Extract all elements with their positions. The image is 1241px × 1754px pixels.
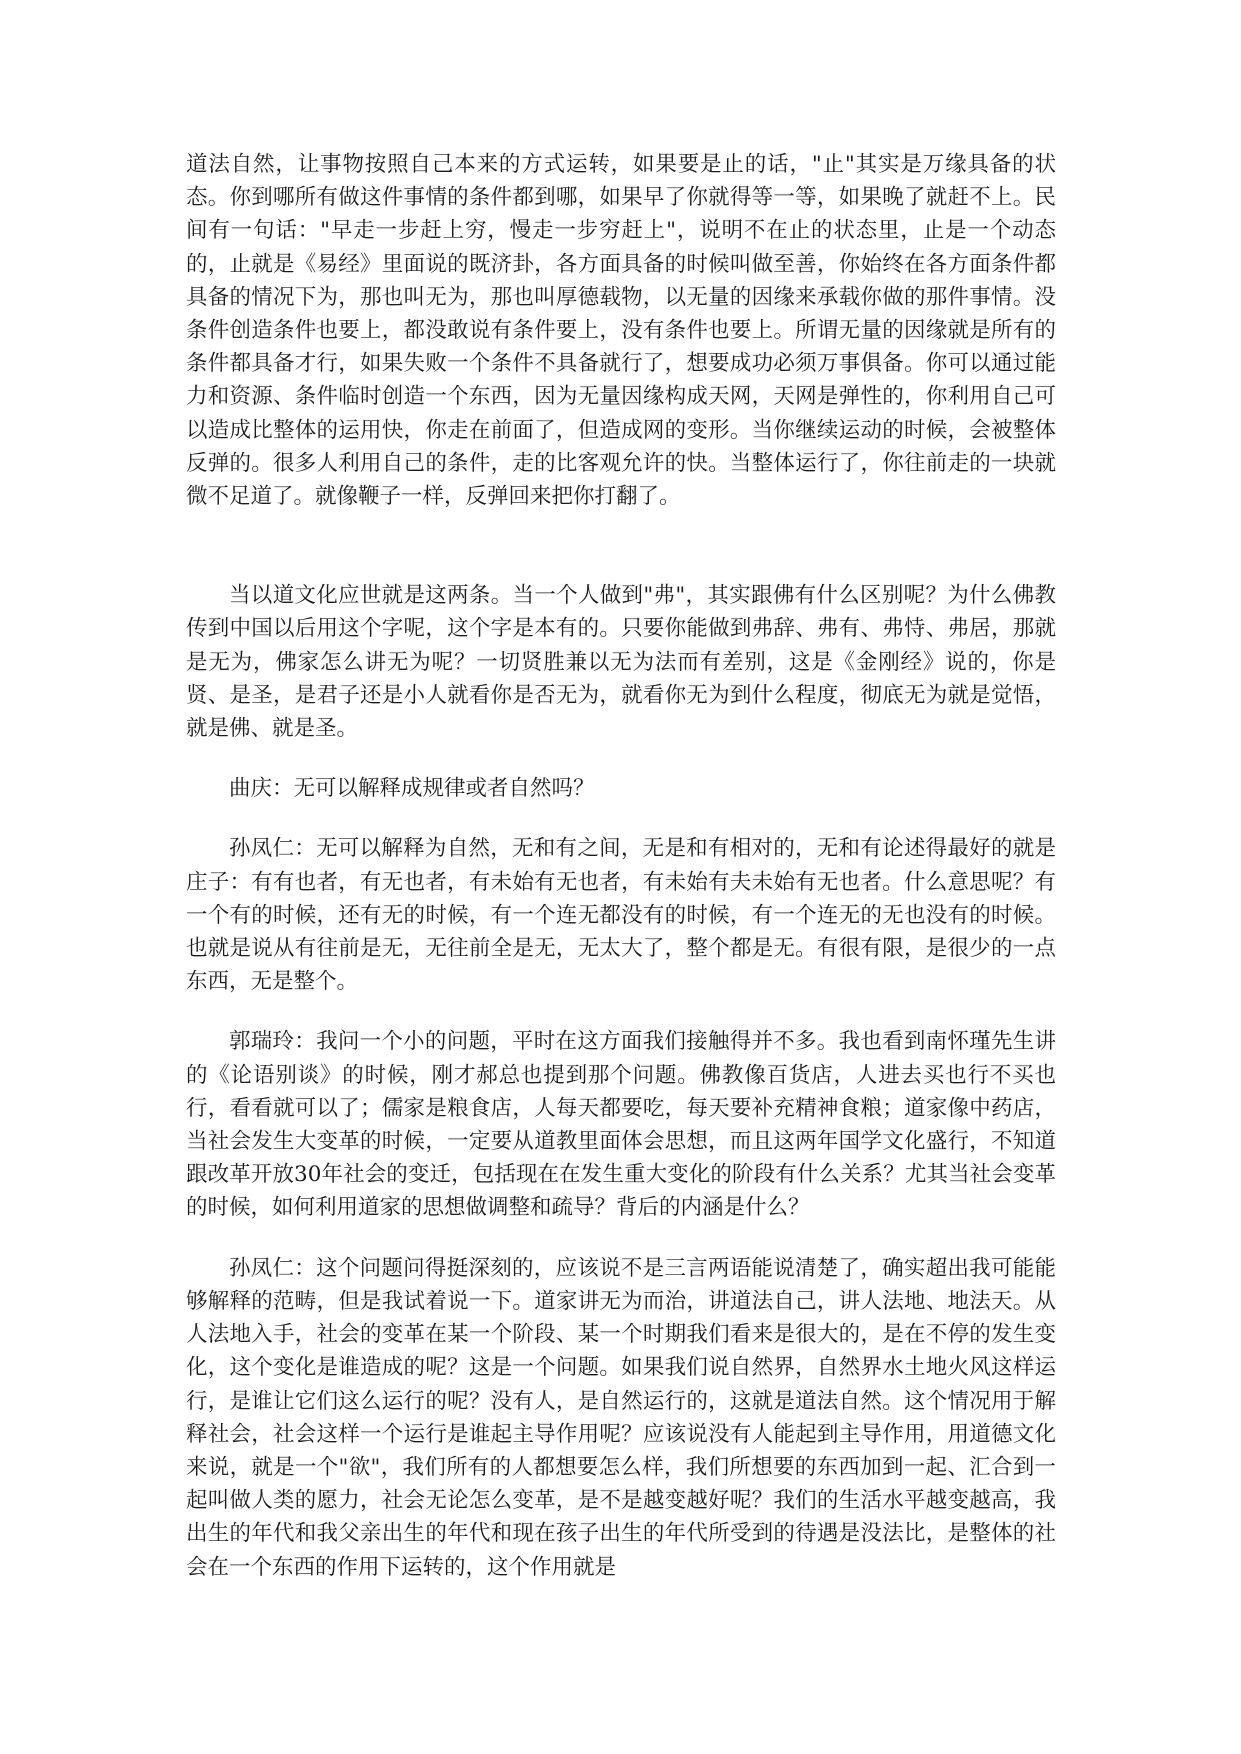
paragraph-answer-sunfengren-1: 孙凤仁：无可以解释为自然，无和有之间，无是和有相对的，无和有论述得最好的就是庄子：有有也者，有无也者，有未始有无也者，有未始有夫未始有无也者。什么意思呢？有一个有的时候，还有无的时候，有一个连无都没有的时候，有一个连无的无也没有的时候。也就是说从有往前是无，无往前全是无，无太大了，整个都是无。有很有限，是很少的一点东西，无是整个。 [186, 836, 1056, 995]
paragraph-spacer [186, 998, 1056, 1025]
paragraph-question-quqing: 曲庆：无可以解释成规律或者自然吗？ [229, 776, 595, 802]
paragraph-question-guoruiling: 郭瑞玲：我问一个小的问题，平时在这方面我们接触得并不多。我也看到南怀瑾先生讲的《论语别谈》的时候，刚才郝总也提到那个问题。佛教像百货店，人进去买也行不买也行，看看就可以了；儒家是粮食店，人每天都要吃，每天要补充精神食粮；道家像中药店，当社会发生大变革的时候，一定要从道教里面体会思想，而且这两年国学文化盛行，不知道跟改革开放30年社会的变迁，包括现在在发生重大变化的阶段有什么关系？尤其当社会变革的时候，如何利用道家的思想做调整和疏导？背后的内涵是什么？ [186, 1029, 1056, 1221]
paragraph-spacer [186, 513, 1056, 579]
document-body [186, 148, 1056, 1584]
paragraph-spacer [186, 805, 1056, 832]
paragraph-daofaziran: 道法自然，让事物按照自己本来的方式运转，如果要是止的话，"止"其实是万缘具备的状态。你到哪所有做这件事情的条件都到哪，如果早了你就得等一等，如果晚了就赶不上。民间有一句话："早走一步赶上穷，慢走一步穷赶上"，说明不在止的状态里，止是一个动态的，止就是《易经》里面说的既济卦，各方面具备的时候叫做至善，你始终在各方面条件都具备的情况下为，那也叫无为，那也叫厚德载物，以无量的因缘来承载你做的那件事情。没条件创造条件也要上，都没敢说有条件要上，没有条件也要上。所谓无量的因缘就是所有的条件都具备才行，如果失败一个条件不具备就行了，想要成功必须万事俱备。你可以通过能力和资源、条件临时创造一个东西，因为无量因缘构成天网，天网是弹性的，你利用自己可以造成比整体的运用快，你走在前面了，但造成网的变形。当你继续运动的时候，会被整体反弹的。很多人利用自己的条件，走的比客观允许的快。当整体运行了，你往前走的一块就微不足道了。就像鞭子一样，反弹回来把你打翻了。 [186, 152, 1056, 510]
paragraph-spacer [186, 1225, 1056, 1252]
paragraph-answer-sunfengren-2: 孙凤仁：这个问题问得挺深刻的，应该说不是三言两语能说清楚了，确实超出我可能能够解释的范畴，但是我试着说一下。道家讲无为而治，讲道法自己，讲人法地、地法天。从人法地入手，社会的变革在某一个阶段、某一个时期我们看来是很大的，是在不停的发生变化，这个变化是谁造成的呢？这是一个问题。如果我们说自然界，自然界水土地火风这样运行，是谁让它们这么运行的呢？没有人，是自然运行的，这就是道法自然。这个情况用于解释社会，社会这样一个运行是谁起主导作用呢？应该说没有人能起到主导作用，用道德文化来说，就是一个"欲"，我们所有的人都想要怎么样，我们所想要的东西加到一起、汇合到一起叫做人类的愿力，社会无论怎么变革，是不是越变越好呢？我们的生活水平越变越高，我出生的年代和我父亲出生的年代和现在孩子出生的年代所受到的待遇是没法比，是整体的社会在一个东西的作用下运转的，这个作用就是 [186, 1255, 1056, 1580]
paragraph-spacer [186, 745, 1056, 772]
paragraph-wuwei: 当以道文化应世就是这两条。当一个人做到"弗"，其实跟佛有什么区别呢？为什么佛教传到中国以后用这个字呢，这个字是本有的。只要你能做到弗辞、弗有、弗恃、弗居，那就是无为，佛家怎么讲无为呢？一切贤胜兼以无为法而有差别，这是《金刚经》说的，你是贤、是圣，是君子还是小人就看你是否无为，就看你无为到什么程度，彻底无为就是觉悟，就是佛、就是圣。 [186, 583, 1056, 742]
